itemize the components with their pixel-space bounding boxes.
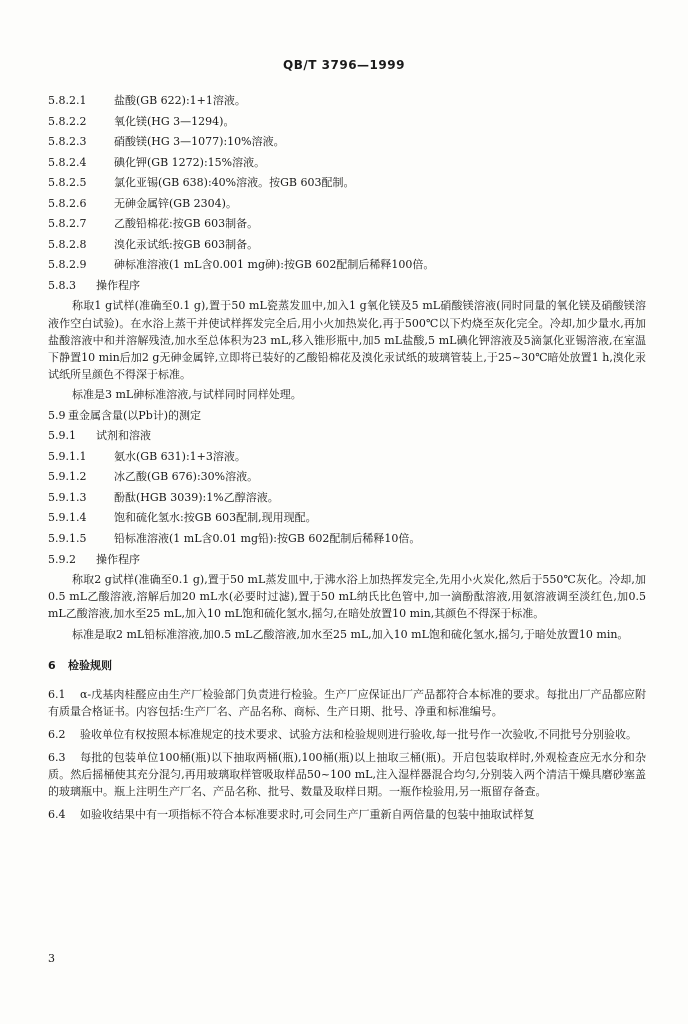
list-item [48, 113, 646, 130]
list-item [48, 468, 646, 485]
clause-number: 5.9.1.5 [48, 532, 87, 546]
clause-text: 无砷金属锌(GB 2304)。 [114, 196, 237, 210]
document-body [48, 92, 646, 829]
clause-number: 5.8.2.6 [48, 196, 87, 210]
clause-number: 5.8.2.1 [48, 94, 87, 107]
clause-number: 5.8.2.4 [48, 155, 87, 169]
list-item [48, 133, 646, 150]
clause-number: 6 [48, 658, 56, 672]
section-heading-5-9 [48, 407, 646, 424]
list-item [48, 256, 646, 273]
clause-text: 溴化汞试纸:按GB 603制备。 [114, 237, 259, 251]
clause-number: 5.8.3 [48, 278, 76, 292]
section-heading-6 [48, 657, 646, 674]
section-title: 试剂和溶液 [96, 429, 151, 443]
clause-number: 5.8.2.3 [48, 135, 87, 149]
clause-text: 氯化亚锡(GB 638):40%溶液。按GB 603配制。 [114, 176, 355, 190]
clause-text: 氨水(GB 631):1+3溶液。 [114, 449, 246, 463]
clause-text: 饱和硫化氢水:按GB 603配制,现用现配。 [114, 511, 317, 525]
clause-text: 每批的包装单位100桶(瓶)以下抽取两桶(瓶),100桶(瓶)以上抽取三桶(瓶)。开启包装取样时,外观检查应无水分和杂质。然后摇桶使其充分混匀,再用玻璃取样管吸取样品50~100 mL,注入湿样器混合均匀,分别装入两个清洁干燥具磨砂塞盖的玻璃瓶中。瓶上注明生产厂名、产品名称、批号、数量及取样日期。一瓶作检验用,另一瓶留存备查。 [48, 751, 646, 799]
paragraph-procedure-arsenic: 称取1 g试样(准确至0.1 g),置于50 mL瓷蒸发皿中,加入1 g氧化镁及5 mL硝酸镁溶液(同时同量的氧化镁及硝酸镁溶液作空白试验)。在水浴上蒸干并使试样挥发完全后,用小火加热炭化,再于500℃以下灼烧至灰化完全。冷却,加少量水,再加盐酸溶液中和并溶解残渣,加水至总体积为23 mL,移入锥形瓶中,加5 mL盐酸,5 mL碘化钾溶液及5滴氯化亚锡溶液,在室温下静置10 min后加2 g无砷金属锌,立即将已装好的乙酸铅棉花及溴化汞试纸的玻璃管装上,于25~30℃暗处放置1 h,溴化汞试纸所呈颜色不得深于标准。 [48, 299, 646, 381]
clause-text: 冰乙酸(GB 676):30%溶液。 [114, 470, 259, 484]
list-item [48, 195, 646, 212]
clause-text: 盐酸(GB 622):1+1溶液。 [114, 94, 246, 107]
clause-number: 5.9.1 [48, 429, 76, 443]
clause-number: 6.4 [48, 808, 66, 822]
clause-number: 6.2 [48, 727, 66, 741]
clause-text: α-戊基肉桂醛应由生产厂检验部门负责进行检验。生产厂应保证出厂产品都符合本标准的要求。每批出厂产品都应附有质量合格证书。内容包括:生产厂名、产品名称、商标、生产日期、批号、净重和标准编号。 [48, 687, 646, 718]
list-item [48, 236, 646, 253]
list-item [48, 448, 646, 465]
section-title: 重金属含量(以Pb计)的测定 [68, 408, 202, 422]
list-item [48, 509, 646, 526]
clause-text: 如验收结果中有一项指标不符合本标准要求时,可会同生产厂重新自两倍量的包装中抽取试样复 [80, 808, 535, 822]
clause-text: 铅标准溶液(1 mL含0.01 mg铅):按GB 602配制后稀释10倍。 [114, 532, 421, 546]
clause-number: 5.8.2.7 [48, 217, 87, 231]
list-item [48, 530, 646, 547]
clause-number: 6.3 [48, 751, 66, 764]
clause-number: 6.1 [48, 687, 66, 701]
clause-number: 5.8.2.5 [48, 176, 87, 190]
page-number: 3 [48, 952, 55, 965]
clause-number: 5.8.2.2 [48, 114, 87, 128]
clause-text: 砷标准溶液(1 mL含0.001 mg砷):按GB 602配制后稀释100倍。 [114, 258, 435, 272]
section-heading-5-9-1 [48, 427, 646, 444]
list-item [48, 92, 646, 109]
clause-text: 验收单位有权按照本标准规定的技术要求、试验方法和检验规则进行验收,每一批号作一次验收,不同批号分别验收。 [80, 727, 637, 741]
clause-number: 5.8.2.8 [48, 237, 87, 251]
clause-text: 硝酸镁(HG 3—1077):10%溶液。 [114, 135, 285, 149]
section-heading-5-8-3 [48, 277, 646, 294]
clause-text: 碘化钾(GB 1272):15%溶液。 [114, 155, 266, 169]
standard-code-header: QB/T 3796—1999 [283, 58, 405, 72]
inspection-rules-list [48, 686, 646, 823]
list-item [48, 489, 646, 506]
clause-number: 5.9.2 [48, 552, 76, 566]
reagent-list-5-8-2 [48, 92, 646, 273]
paragraph-arsenic-standard: 标准是3 mL砷标准溶液,与试样同时同样处理。 [72, 388, 302, 402]
section-title: 检验规则 [68, 658, 112, 672]
clause-number: 5.9 [48, 408, 66, 422]
section-title: 操作程序 [96, 552, 140, 566]
list-item [48, 215, 646, 232]
list-item [48, 174, 646, 191]
clause-number: 5.9.1.4 [48, 511, 87, 525]
clause-text: 乙酸铅棉花:按GB 603制备。 [114, 217, 259, 231]
clause-text: 氧化镁(HG 3—1294)。 [114, 114, 235, 128]
rule-item [48, 726, 646, 743]
section-heading-5-9-2 [48, 551, 646, 568]
clause-number: 5.9.1.3 [48, 490, 87, 504]
rule-item [48, 749, 646, 800]
paragraph-lead-standard: 标准是取2 mL铅标准溶液,加0.5 mL乙酸溶液,加水至25 mL,加入10 mL饱和硫化氢水,摇匀,于暗处放置10 min。 [72, 627, 629, 641]
section-title: 操作程序 [96, 278, 140, 292]
rule-item [48, 806, 646, 823]
paragraph-procedure-heavy-metal: 称取2 g试样(准确至0.1 g),置于50 mL蒸发皿中,于沸水浴上加热挥发完全,先用小火炭化,然后于550℃灰化。冷却,加0.5 mL乙酸溶液,溶解后加20 mL水(必要时过滤),置于50 mL纳氏比色管中,加一滴酚酞溶液,用氨溶液调至淡红色,加0.5 mL乙酸溶液,加水至25 mL,加入10 mL饱和硫化氢水,摇匀,在暗处放置10 min,其颜色不得深于标准。 [48, 573, 646, 621]
reagent-list-5-9-1 [48, 448, 646, 547]
clause-number: 5.8.2.9 [48, 258, 87, 272]
rule-item [48, 686, 646, 720]
clause-number: 5.9.1.2 [48, 470, 87, 484]
clause-text: 酚酞(HGB 3039):1%乙醇溶液。 [114, 490, 279, 504]
clause-number: 5.9.1.1 [48, 449, 87, 463]
list-item [48, 154, 646, 171]
